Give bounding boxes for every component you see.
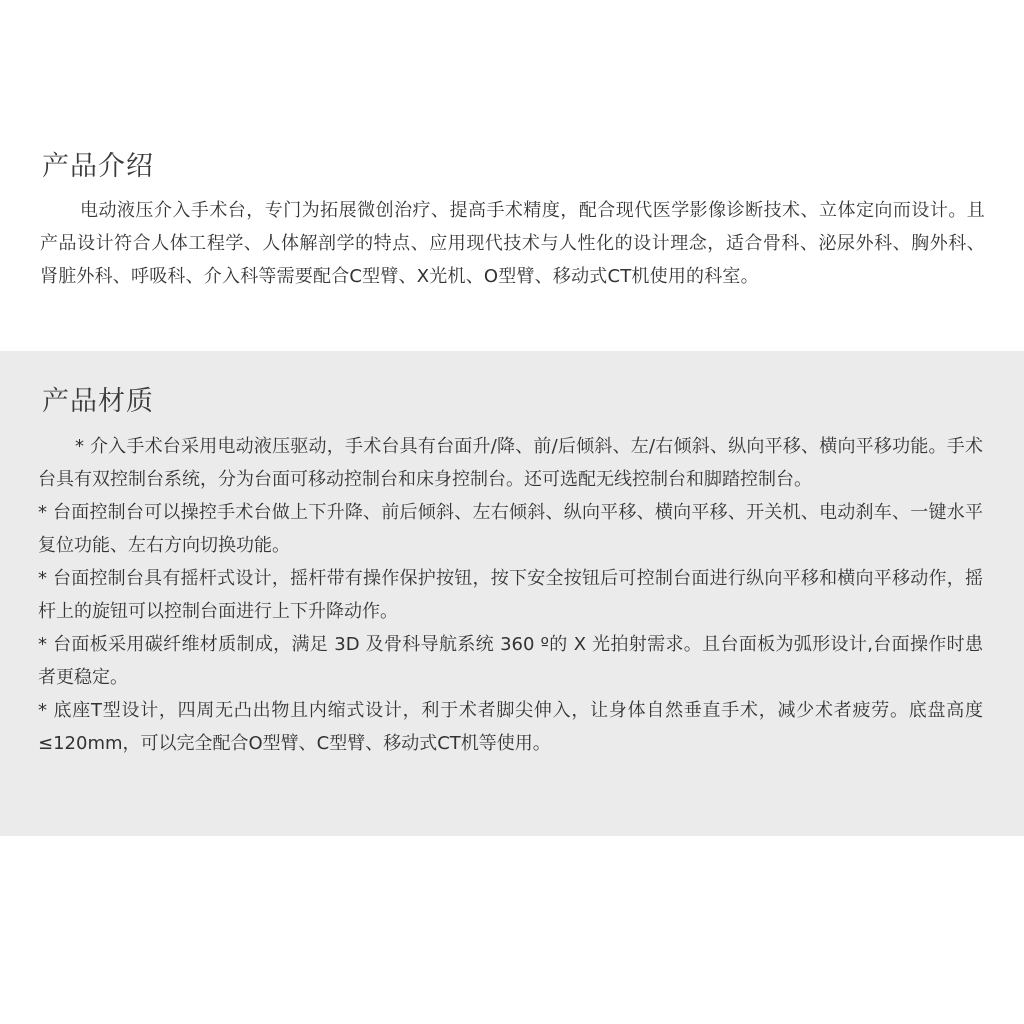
material-feature-drive: * 介入手术台采用电动液压驱动，手术台具有台面升/降、前/后倾斜、左/右倾斜、纵向平移、横向平移功能。手术台具有双控制台系统，分为台面可移动控制台和床身控制台。还可选配无线控制台和脚踏控制台。 xyxy=(38,436,983,490)
product-intro-text: 电动液压介入手术台，专门为拓展微创治疗、提高手术精度，配合现代医学影像诊断技术、立体定向而设计。且产品设计符合人体工程学、人体解剖学的特点、应用现代技术与人性化的设计理念，适合骨科、泌尿外科、胸外科、肾脏外科、呼吸科、介入科等需要配合C型臂、X光机、O型臂、移动式CT机使用的科室。 xyxy=(40,200,985,287)
product-intro-title: 产品介绍 xyxy=(42,151,154,182)
product-intro-section xyxy=(0,0,1024,351)
material-feature-carbon-tabletop: * 台面板采用碳纤维材质制成，满足 3D 及骨科导航系统 360 º的 X 光拍射需求。且台面板为弧形设计,台面操作时患者更稳定。 xyxy=(38,634,983,688)
material-feature-list xyxy=(38,430,983,760)
material-feature-joystick: * 台面控制台具有摇杆式设计，摇杆带有操作保护按钮，按下安全按钮后可控制台面进行纵向平移和横向平移动作，摇杆上的旋钮可以控制台面进行上下升降动作。 xyxy=(38,568,983,622)
material-feature-t-base: * 底座T型设计，四周无凸出物且内缩式设计，利于术者脚尖伸入，让身体自然垂直手术，减少术者疲劳。底盘高度≤120mm，可以完全配合O型臂、C型臂、移动式CT机等使用。 xyxy=(38,700,983,754)
material-feature-control-panel: * 台面控制台可以操控手术台做上下升降、前后倾斜、左右倾斜、纵向平移、横向平移、开关机、电动刹车、一键水平复位功能、左右方向切换功能。 xyxy=(38,502,983,556)
product-material-section xyxy=(0,351,1024,836)
product-material-title: 产品材质 xyxy=(42,386,154,417)
